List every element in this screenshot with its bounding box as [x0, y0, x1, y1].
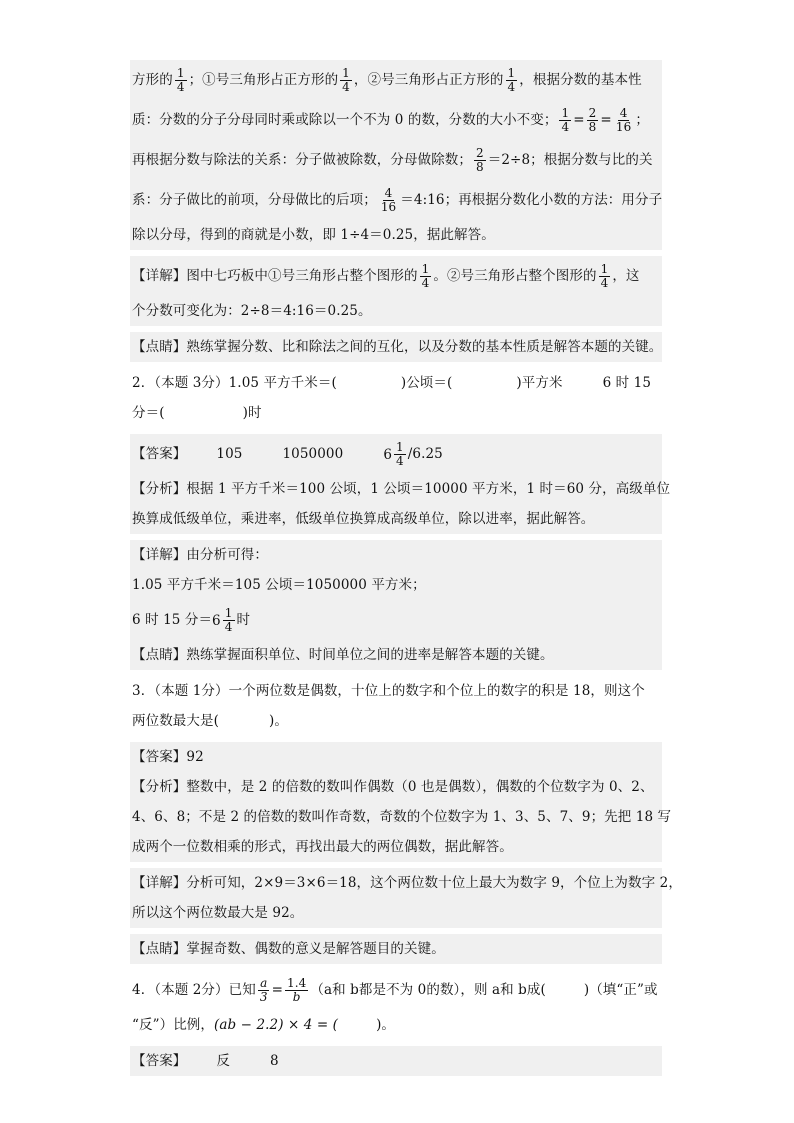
detail-line-1: 【详解】图中七巧板中①号三角形占整个图形的 $\frac{1}{4}$ 。②号三角形占整个图形的 $\frac{1}{4}$ ，这	[130, 256, 662, 296]
question-2-line-2: 分＝( )时	[132, 405, 262, 421]
detail-line-2: 个分数可变化为：2÷8＝4:16＝0.25。	[130, 296, 662, 326]
question-2-analysis-2: 换算成低级单位，乘进率，低级单位换算成高级单位，除以进率，据此解答。	[130, 504, 662, 534]
question-3-analysis-1: 【分析】整数中，是 2 的倍数的数叫作偶数（0 也是偶数），偶数的个位数字为 0、2、	[130, 772, 662, 802]
fraction-one-quarter: $\frac{1}{4}$	[507, 66, 516, 94]
question-4-line-2: “反”）比例，(ab − 2.2) × 4 = ( )。	[132, 1017, 396, 1033]
key-point-1: 【点睛】熟练掌握分数、比和除法之间的互化，以及分数的基本性质是解答本题的关键。	[130, 332, 662, 362]
fraction-one-quarter: $\frac{1}{4}$	[176, 66, 185, 94]
analysis-line-3: 再根据分数与除法的关系：分子做被除数，分母做除数； $\frac{2}{8}$ ＝2÷8；根据分数与比的关	[130, 140, 662, 180]
question-2-detail-1: 【详解】由分析可得：	[130, 540, 662, 570]
question-3-analysis-2: 4、6、8；不是 2 的倍数的数叫作奇数，奇数的个位数字为 1、3、5、7、9；先把 18 写	[130, 802, 662, 832]
question-3-key-point: 【点睛】掌握奇数、偶数的意义是解答题目的关键。	[130, 934, 662, 964]
fraction-four-sixteenths: $\frac{4}{16}$	[615, 106, 632, 134]
question-2-answer: 【答案】 105 1050000 6 $\frac{1}{4}$ /6.25	[130, 434, 662, 474]
question-2-detail-3: 6 时 15 分＝ 6 $\frac{1}{4}$ 时	[130, 600, 662, 640]
question-3-line-1: 3．（本题 1分）一个两位数是偶数，十位上的数字和个位上的数字的积是 18，则这个	[132, 683, 645, 699]
fraction-one-quarter: $\frac{1}{4}$	[421, 262, 430, 290]
question-2-key-point: 【点睛】熟练掌握面积单位、时间单位之间的进率是解答本题的关键。	[130, 640, 662, 670]
fraction-one-quarter: $\frac{1}{4}$	[342, 66, 350, 94]
analysis-line-2: 质：分数的分子分母同时乘或除以一个不为 0 的数，分数的大小不变； $\frac{1}{4}$ = $\frac{2}{8}$ = $\frac{4}{16}$ ；	[130, 100, 662, 140]
question-3-detail-2: 所以这个两位数最大是 92。	[130, 898, 662, 928]
document-page	[130, 60, 682, 1076]
question-3-line-2: 两位数最大是( )。	[132, 713, 288, 729]
fraction-four-sixteenths: $\frac{4}{16}$	[380, 186, 397, 214]
analysis-line-5: 除以分母，得到的商就是小数，即 1÷4＝0.25，据此解答。	[130, 220, 662, 250]
question-2-line-1: 2．（本题 3分）1.05 平方千米＝( )公顷＝( )平方米 6 时 15	[132, 375, 652, 391]
fraction-one-quarter: $\frac{1}{4}$	[600, 262, 609, 290]
question-3-analysis-3: 成两个一位数相乘的形式，再找出最大的两位偶数，据此解答。	[130, 832, 662, 862]
fraction-one-quarter: $\frac{1}{4}$	[561, 106, 570, 134]
question-3-answer: 【答案】92	[130, 742, 662, 772]
analysis-line-1: 方形的 $\frac{1}{4}$ ；①号三角形占正方形的 $\frac{1}{4}$ ，②号三角形占正方形的 $\frac{1}{4}$ ，根据分数的基本性	[130, 60, 662, 100]
fraction-a-over-3: $\frac{a}{3}$	[259, 976, 268, 1004]
mixed-number-answer: 6 $\frac{1}{4}$	[212, 606, 233, 634]
question-4-line-1: 4．（本题 2分）已知 $\frac{a}{3}$ = $\frac{1.4}{b}$ （a和 b都是不为 0的数），则 a和 b成( )（填“正”或	[132, 976, 658, 1004]
fraction-two-eighths: $\frac{2}{8}$	[476, 146, 484, 174]
question-2-detail-2: 1.05 平方千米＝105 公顷＝1050000 平方米；	[130, 570, 662, 600]
analysis-line-4: 系：分子做比的前项，分母做比的后项； $\frac{4}{16}$ ＝4:16；再根据分数化小数的方法：用分子	[130, 180, 662, 220]
question-4-answer: 【答案】 反 8	[130, 1046, 662, 1076]
fraction-1.4-over-b: $\frac{1.4}{b}$	[287, 976, 307, 1004]
question-3-detail-1: 【详解】分析可知，2×9＝3×6＝18，这个两位数十位上最大为数字 9，个位上为数字 2，	[130, 868, 662, 898]
mixed-number-answer: 6 $\frac{1}{4}$	[383, 440, 404, 468]
question-2-analysis-1: 【分析】根据 1 平方千米＝100 公顷，1 公顷＝10000 平方米，1 时＝60 分，高级单位	[130, 474, 662, 504]
expression: (ab − 2.2) × 4 = (	[214, 1017, 339, 1033]
fraction-two-eighths: $\frac{2}{8}$	[588, 106, 597, 134]
